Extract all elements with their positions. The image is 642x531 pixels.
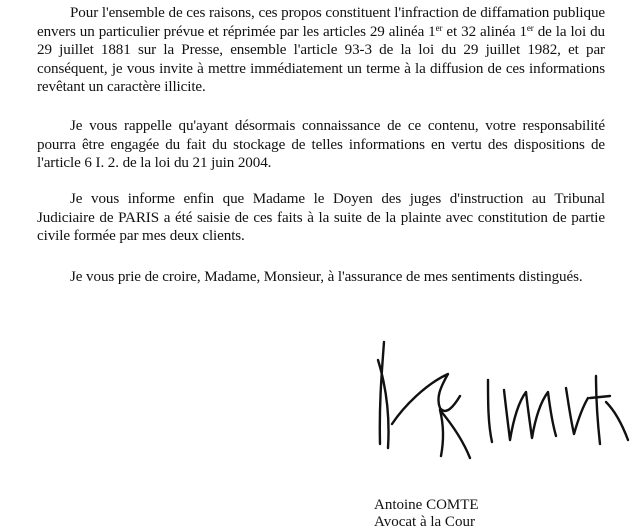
paragraph-complaint: Je vous informe enfin que Madame le Doyen des juges d'instruction au Tribunal Judiciaire de PARIS a été saisie de ces faits à la suite de la plainte avec constitution de partie civile formée par mes deux clients. xyxy=(37,191,605,244)
superscript-er: er xyxy=(526,22,534,33)
signer-name: Antoine COMTE xyxy=(374,497,479,513)
signer-title: Avocat à la Cour xyxy=(374,514,475,530)
paragraph-1-text-a: Pour l'ensemble de ces raisons, ces propos constituent l'infraction de diffamation publique envers un particulier prévue et réprimée par les articles 29 alinéa 1 xyxy=(37,5,605,40)
paragraph-1-text-b: et 32 alinéa 1 xyxy=(442,23,527,40)
superscript-er: er xyxy=(435,22,443,33)
paragraph-defamation xyxy=(37,4,605,97)
paragraph-closing: Je vous prie de croire, Madame, Monsieur, à l'assurance de mes sentiments distingués. xyxy=(70,269,583,285)
paragraph-1-text-c: de la loi du 29 juillet 1881 sur la Presse, ensemble l'article 93-3 de la loi du 29 juillet 1982, et par conséquent, je vous invite à mettre immédiatement un terme à la diffusion de ces informations revêtant un caractère illicite. xyxy=(37,23,605,95)
paragraph-responsibility: Je vous rappelle qu'ayant désormais connaissance de ce contenu, votre responsabilité pourra être engagée du fait du stockage de telles informations en vertu des dispositions de l'article 6 I. 2. de la loi du 21 juin 2004. xyxy=(37,118,605,171)
handwritten-signature xyxy=(370,340,632,460)
